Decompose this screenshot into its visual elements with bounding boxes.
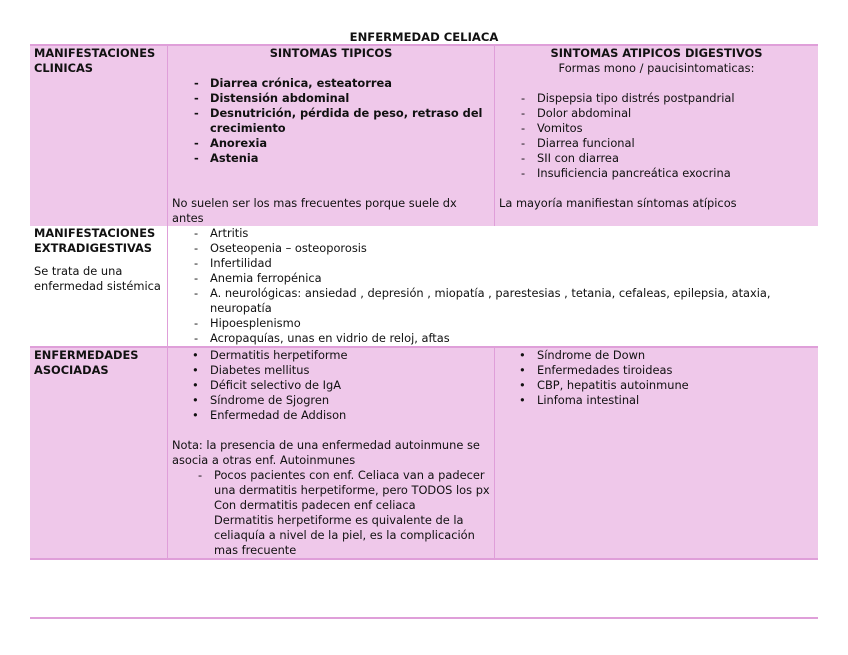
list-item: - Diarrea funcional bbox=[499, 136, 814, 151]
header-associated: ENFERMEDADES ASOCIADAS bbox=[30, 347, 168, 559]
atypical-list bbox=[499, 91, 814, 181]
associated-sub-line: Dermatitis herpetiforme es quivalente de la celiaquía a nivel de la piel, es la complicación mas frecuente bbox=[214, 513, 475, 557]
list-item: - Dolor abdominal bbox=[499, 106, 814, 121]
list-item: - Desnutrición, pérdida de peso, retraso del crecimiento bbox=[172, 106, 490, 136]
list-item: - SII con diarrea bbox=[499, 151, 814, 166]
extradigestive-label-cell bbox=[30, 226, 168, 347]
row-clinical bbox=[30, 45, 818, 226]
list-item: - Anemia ferropénica bbox=[172, 271, 814, 286]
header-extradigestive: MANIFESTACIONES EXTRADIGESTIVAS bbox=[34, 226, 156, 255]
list-item: - A. neurológicas: ansiedad , depresión , miopatía , parestesias , tetania, cefaleas, epilepsia, ataxia, neuropatía bbox=[172, 286, 814, 316]
associated-sublist bbox=[172, 468, 490, 498]
celiac-table bbox=[30, 44, 818, 560]
associated-list-left bbox=[172, 348, 490, 423]
extradigestive-note: Se trata de una enfermedad sistémica bbox=[34, 264, 161, 293]
list-item: • Déficit selectivo de IgA bbox=[172, 378, 490, 393]
typical-list bbox=[172, 76, 490, 166]
list-item: - Infertilidad bbox=[172, 256, 814, 271]
associated-sub-line: Con dermatitis padecen enf celiaca bbox=[214, 498, 416, 512]
list-item: - Astenia bbox=[172, 151, 490, 166]
footer-divider bbox=[30, 617, 818, 619]
list-item: - Oseteopenia – osteoporosis bbox=[172, 241, 814, 256]
list-item: • Enfermedad de Addison bbox=[172, 408, 490, 423]
list-item: - Anorexia bbox=[172, 136, 490, 151]
list-item: • CBP, hepatitis autoinmune bbox=[499, 378, 814, 393]
list-item: - Vomitos bbox=[499, 121, 814, 136]
list-item: • Dermatitis herpetiforme bbox=[172, 348, 490, 363]
typical-note: No suelen ser los mas frecuentes porque suele dx antes bbox=[172, 196, 457, 225]
extradigestive-cell bbox=[168, 226, 819, 347]
list-item: - Insuficiencia pancreática exocrina bbox=[499, 166, 814, 181]
list-item: • Diabetes mellitus bbox=[172, 363, 490, 378]
header-clinical: MANIFESTACIONES CLINICAS bbox=[30, 45, 168, 226]
associated-note: Nota: la presencia de una enfermedad autoinmune se asocia a otras enf. Autoinmunes bbox=[172, 438, 480, 467]
associated-list-right bbox=[499, 348, 814, 408]
associated-cell-right bbox=[495, 347, 819, 559]
header-typical: SINTOMAS TIPICOS bbox=[269, 46, 393, 60]
list-item: • Linfoma intestinal bbox=[499, 393, 814, 408]
list-item: - Acropaquías, unas en vidrio de reloj, aftas bbox=[172, 331, 814, 346]
list-item: • Enfermedades tiroideas bbox=[499, 363, 814, 378]
row-associated bbox=[30, 347, 818, 559]
document-title: ENFERMEDAD CELIACA bbox=[349, 30, 499, 44]
list-item: - Distensión abdominal bbox=[172, 91, 490, 106]
header-atypical: SINTOMAS ATIPICOS DIGESTIVOS bbox=[550, 46, 763, 60]
list-item: - Diarrea crónica, esteatorrea bbox=[172, 76, 490, 91]
typical-symptoms-cell bbox=[168, 45, 495, 226]
list-item: - Dispepsia tipo distrés postpandrial bbox=[499, 91, 814, 106]
row-extradigestive bbox=[30, 226, 818, 347]
list-item: • Síndrome de Sjogren bbox=[172, 393, 490, 408]
list-item: - Hipoesplenismo bbox=[172, 316, 814, 331]
list-item: - Pocos pacientes con enf. Celiaca van a padecer una dermatitis herpetiforme, pero TODOS los px bbox=[172, 468, 490, 498]
atypical-note: La mayoría manifiestan síntomas atípicos bbox=[499, 196, 737, 210]
list-item: - Artritis bbox=[172, 226, 814, 241]
atypical-subtitle: Formas mono / paucisintomaticas: bbox=[558, 61, 755, 75]
list-item: • Síndrome de Down bbox=[499, 348, 814, 363]
atypical-symptoms-cell bbox=[495, 45, 819, 226]
extradigestive-list bbox=[172, 226, 814, 346]
associated-cell-left bbox=[168, 347, 495, 559]
